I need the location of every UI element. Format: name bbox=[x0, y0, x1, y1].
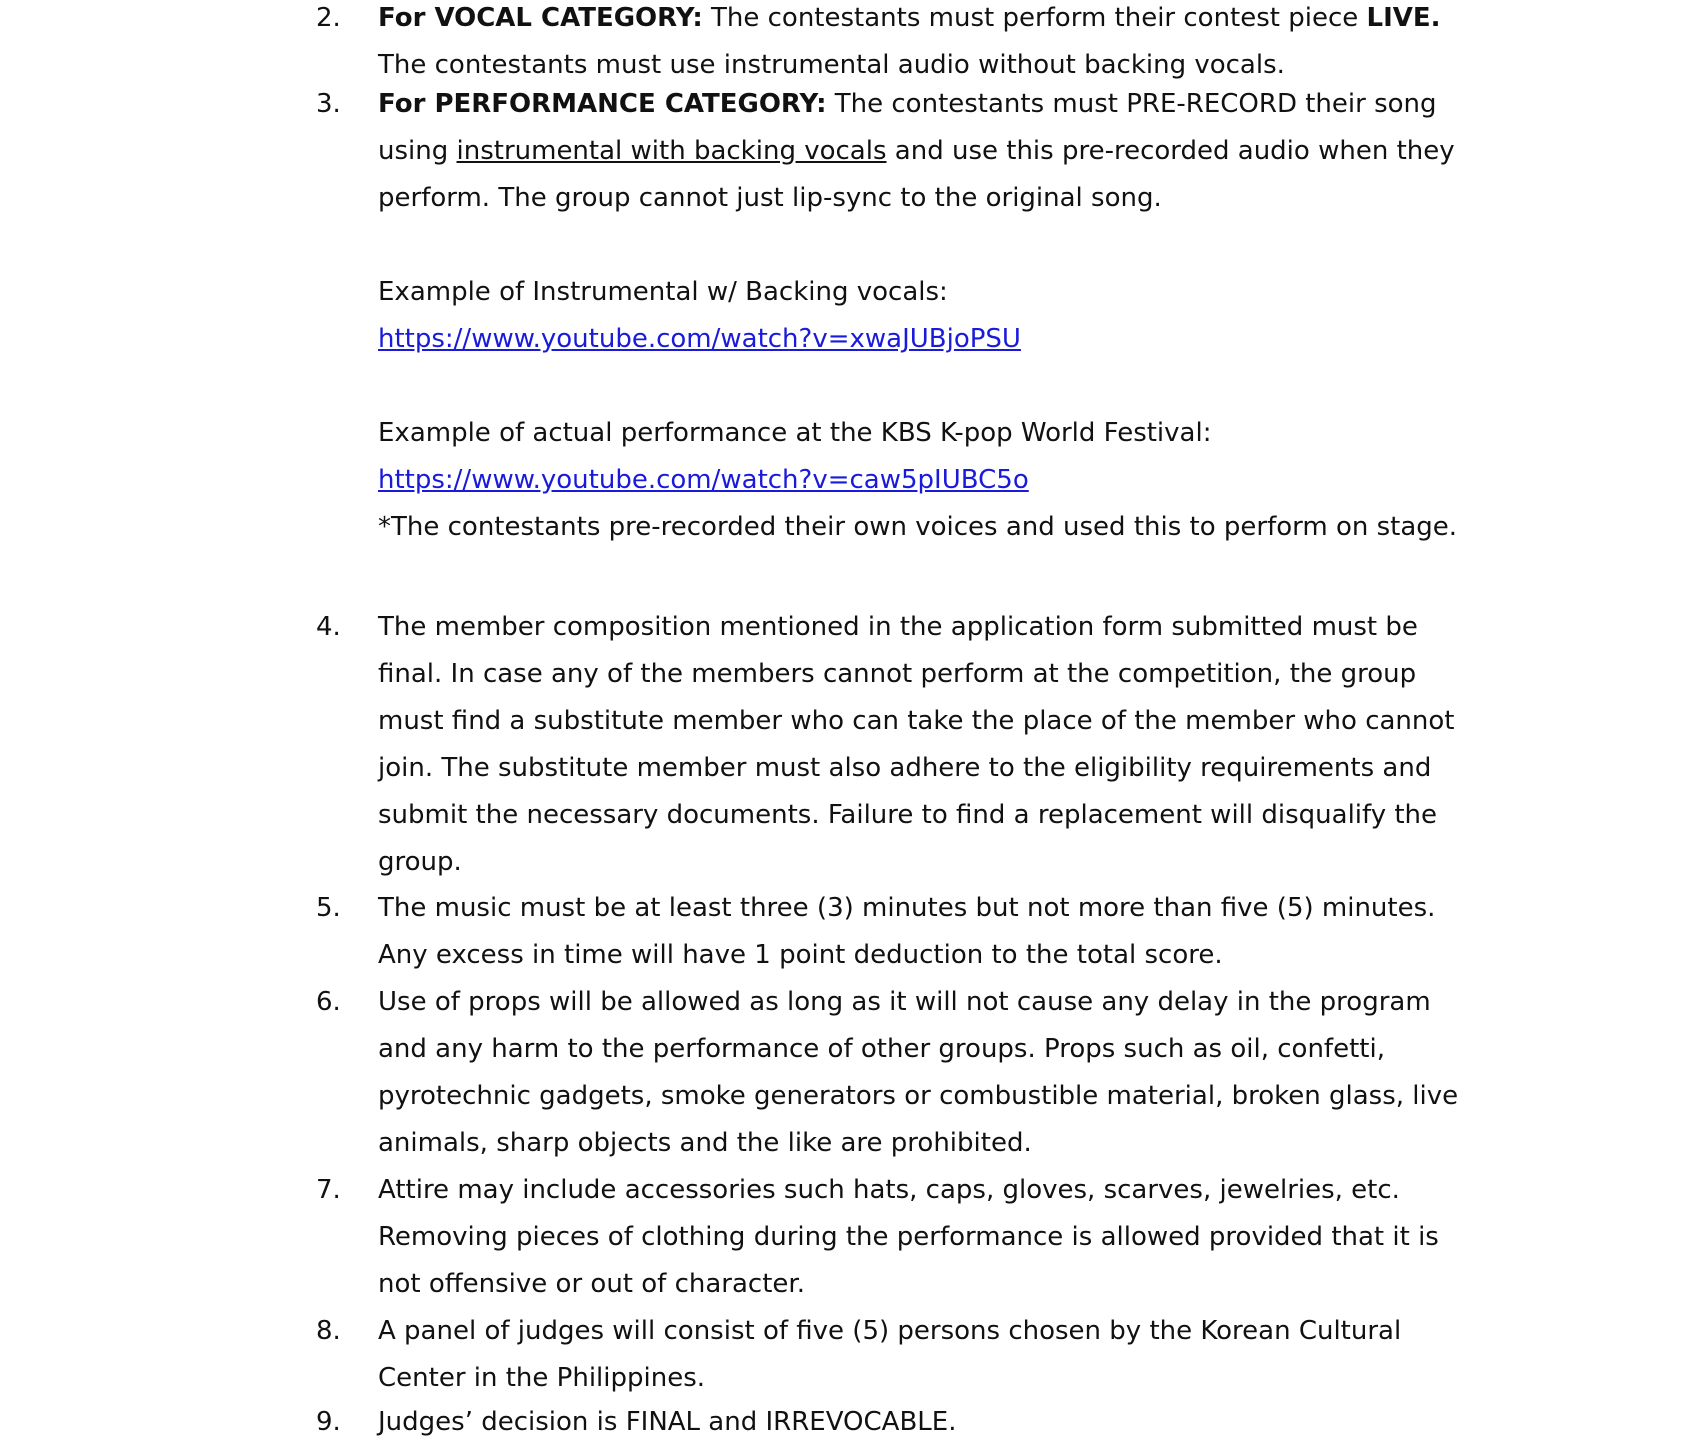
rule-number: 5. bbox=[316, 893, 341, 923]
rule-item-4 bbox=[316, 604, 1526, 886]
rule-line: perform. The group cannot just lip-sync to the original song. bbox=[378, 183, 1162, 213]
rule-line bbox=[378, 0, 1526, 42]
rule-line: final. In case any of the members cannot perform at the competition, the group bbox=[378, 659, 1417, 689]
performance-category-label: For PERFORMANCE CATEGORY: bbox=[378, 89, 827, 119]
vocal-category-text: The contestants must perform their contest piece bbox=[702, 3, 1367, 33]
vocal-category-label: For VOCAL CATEGORY: bbox=[378, 3, 703, 33]
rule-number: 6. bbox=[316, 987, 341, 1017]
rule-line: Attire may include accessories such hats, caps, gloves, scarves, jewelries, etc. bbox=[378, 1175, 1400, 1205]
rule-line: The music must be at least three (3) minutes but not more than five (5) minutes. bbox=[378, 893, 1436, 923]
rule-line: Use of props will be allowed as long as it will not cause any delay in the program bbox=[378, 987, 1431, 1017]
rule-line: submit the necessary documents. Failure to find a replacement will disqualify the bbox=[378, 800, 1438, 830]
rule-line: Removing pieces of clothing during the performance is allowed provided that it is bbox=[378, 1222, 1439, 1252]
rule-line: A panel of judges will consist of five (5) persons chosen by the Korean Cultural bbox=[378, 1316, 1402, 1346]
rule-number: 4. bbox=[316, 612, 341, 642]
rule-item-5 bbox=[316, 885, 1526, 979]
rule-number: 7. bbox=[316, 1175, 341, 1205]
rule-item-3 bbox=[316, 81, 1526, 551]
rule-line: must find a substitute member who can take the place of the member who cannot bbox=[378, 706, 1455, 736]
rule-number: 3. bbox=[316, 89, 341, 119]
rule-line: join. The substitute member must also adhere to the eligibility requirements and bbox=[378, 753, 1432, 783]
rule-line bbox=[378, 81, 1526, 128]
underlined-phrase: instrumental with backing vocals bbox=[456, 136, 887, 166]
rule-text: and use this pre-recorded audio when they bbox=[886, 136, 1455, 166]
rule-item-2 bbox=[316, 0, 1526, 89]
rule-number: 2. bbox=[316, 3, 341, 33]
rule-line: Judges’ decision is FINAL and IRREVOCABLE. bbox=[378, 1407, 957, 1437]
example-line bbox=[378, 316, 1526, 363]
rule-item-6 bbox=[316, 979, 1526, 1167]
rule-item-8 bbox=[316, 1308, 1526, 1402]
rule-line: Any excess in time will have 1 point deduction to the total score. bbox=[378, 940, 1223, 970]
performance-category-text: The contestants must PRE-RECORD their song bbox=[826, 89, 1437, 119]
example-note: *The contestants pre-recorded their own voices and used this to perform on stage. bbox=[378, 512, 1458, 542]
youtube-link-performance[interactable]: https://www.youtube.com/watch?v=caw5pIUBC5o bbox=[378, 465, 1029, 495]
rule-line: Center in the Philippines. bbox=[378, 1363, 706, 1393]
rule-number: 9. bbox=[316, 1407, 341, 1437]
rule-line: The contestants must use instrumental audio without backing vocals. bbox=[378, 50, 1285, 80]
example-performance-label: Example of actual performance at the KBS K-pop World Festival: bbox=[378, 418, 1212, 448]
vocal-live-emphasis: LIVE. bbox=[1366, 3, 1441, 33]
youtube-link-instrumental[interactable]: https://www.youtube.com/watch?v=xwaJUBjoPSU bbox=[378, 324, 1021, 354]
rule-item-7 bbox=[316, 1167, 1526, 1308]
rule-line: pyrotechnic gadgets, smoke generators or combustible material, broken glass, live bbox=[378, 1081, 1459, 1111]
rule-line bbox=[378, 128, 1526, 175]
rule-line: not offensive or out of character. bbox=[378, 1269, 805, 1299]
rule-line: The member composition mentioned in the application form submitted must be bbox=[378, 612, 1418, 642]
rule-line: group. bbox=[378, 847, 462, 877]
rule-number: 8. bbox=[316, 1316, 341, 1346]
example-line bbox=[378, 457, 1526, 504]
rule-line: animals, sharp objects and the like are prohibited. bbox=[378, 1128, 1032, 1158]
rule-line: and any harm to the performance of other groups. Props such as oil, confetti, bbox=[378, 1034, 1385, 1064]
example-instrumental-label: Example of Instrumental w/ Backing vocals: bbox=[378, 277, 948, 307]
rule-text: using bbox=[378, 136, 457, 166]
rule-item-9 bbox=[316, 1402, 1526, 1443]
